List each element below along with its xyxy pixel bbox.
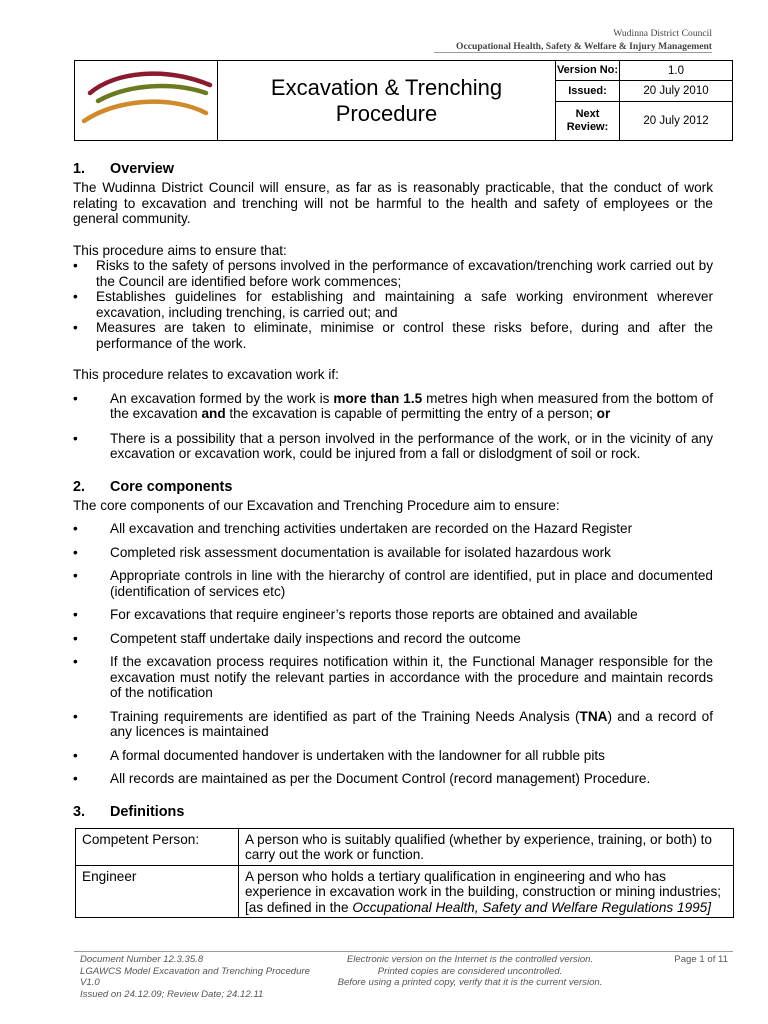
section-number: 2. (73, 478, 86, 495)
section-heading-core (73, 476, 713, 498)
bullet-icon: • (73, 630, 78, 646)
definition-text: A person who holds a tertiary qualification in engineering and who has experience in excavation work in the building, construction or mining industries; [as defined in the Occupational Health, Safety and Welfare Regulations 1995] (239, 865, 734, 918)
title-block (74, 60, 733, 141)
bullet-icon: • (73, 771, 78, 786)
document-title (218, 61, 556, 141)
version-label: Version No: (556, 61, 620, 81)
bullet-icon: • (73, 544, 78, 560)
section-heading-overview (73, 158, 713, 180)
aims-list (73, 258, 713, 351)
issued-value: 20 July 2010 (620, 81, 733, 101)
footer-rule (74, 951, 733, 952)
list-item: • All excavation and trenching activities undertaken are recorded on the Hazard Register (73, 521, 633, 536)
review-label: Next Review: (556, 101, 620, 140)
table-row (76, 865, 734, 918)
bullet-icon: • (73, 568, 78, 583)
bullet-icon: • (73, 289, 78, 304)
definitions-table (75, 828, 734, 919)
section-number: 3. (73, 803, 86, 820)
footer-control-notice (300, 954, 640, 989)
definition-term: Engineer (76, 865, 239, 918)
header-org: Wudinna District Council (613, 28, 712, 39)
list-item: • Training requirements are identified as part of the Training Needs Analysis (TNA) and a record of any licences is maintained (73, 708, 713, 739)
list-item: • Competent staff undertake daily inspections and record the outcome (73, 630, 521, 646)
bullet-icon: • (73, 521, 78, 536)
bullet-icon: • (73, 390, 78, 406)
section-number: 1. (73, 161, 86, 177)
version-value: 1.0 (620, 61, 733, 81)
footer-notice-line: Before using a printed copy, verify that it is the current version. (337, 977, 603, 988)
list-item: • There is a possibility that a person involved in the performance of the work, or in the vicinity of any excavation or excavation work, could be injured from a fall or dislodgment of soil or rock. (73, 430, 713, 461)
list-item: • An excavation formed by the work is more than 1.5 metres high when measured from the bottom of the excavation and the excavation is capable of permitting the entry of a person; or (73, 390, 713, 421)
section-title: Definitions (110, 803, 185, 820)
core-intro: The core components of our Excavation and Trenching Procedure aim to ensure: (73, 497, 560, 513)
list-item: • Completed risk assessment documentation is available for isolated hazardous work (73, 544, 611, 560)
council-swoosh-logo-icon (76, 63, 216, 135)
footer-doc-number: Document Number 12.3.35.8 (80, 954, 204, 965)
footer-notice-line: Printed copies are considered uncontrolled. (377, 965, 563, 977)
list-item: • Establishes guidelines for establishing and maintaining a safe working environment wherever excavation, including trenching, is carried out; and (73, 289, 713, 320)
issued-label: Issued: (556, 81, 620, 101)
relates-intro: This procedure relates to excavation work if: (73, 367, 339, 382)
title-line-1: Excavation & Trenching (270, 74, 503, 100)
list-item: • A formal documented handover is undertaken with the landowner for all rubble pits (73, 747, 605, 763)
header-rule (434, 52, 712, 53)
bullet-icon: • (73, 747, 78, 763)
bullet-icon: • (73, 654, 78, 669)
review-value: 20 July 2012 (620, 101, 733, 140)
definition-term: Competent Person: (76, 828, 239, 865)
list-item: • All records are maintained as per the Document Control (record management) Procedure. (73, 771, 651, 786)
section-title: Core components (110, 478, 233, 495)
definition-text: A person who is suitably qualified (whether by experience, training, or both) to carry out the work or function. (239, 828, 734, 865)
list-item: • Appropriate controls in line with the hierarchy of control are identified, put in place and documented (identification of services etc) (73, 568, 713, 599)
document-body (73, 158, 722, 918)
footer-page-number: Page 1 of 11 (674, 954, 728, 965)
bullet-icon: • (73, 258, 78, 273)
conditions-list (73, 391, 713, 462)
list-item: • If the excavation process requires notification within it, the Functional Manager responsible for the excavation must notify the relevant parties in accordance with the procedure and maintain records of the notification (73, 654, 713, 700)
section-title: Overview (110, 161, 174, 177)
list-item: • Measures are taken to eliminate, minimise or control these risks before, during and after the performance of the work. (73, 320, 713, 351)
aims-intro: This procedure aims to ensure that: (73, 242, 287, 258)
logo-cell (75, 61, 218, 141)
bullet-icon: • (73, 430, 78, 446)
bullet-icon: • (73, 320, 78, 335)
header-department: Occupational Health, Safety & Welfare & Injury Management (456, 41, 712, 52)
overview-intro: The Wudinna District Council will ensure, as far as is reasonably practicable, that the conduct of work relating to excavation and trenching will not be harmful to the health and safety of employees or the general community. (73, 180, 713, 226)
running-header (456, 27, 712, 53)
footer-document-info (80, 954, 310, 1000)
core-list (73, 521, 713, 787)
title-line-2: Procedure (335, 100, 438, 126)
footer-doc-title: LGAWCS Model Excavation and Trenching Procedure V1.0 (80, 965, 311, 988)
footer-doc-dates: Issued on 24.12.09; Review Date; 24.12.11 (80, 988, 264, 1000)
section-heading-definitions (73, 801, 713, 823)
footer-notice-line: Electronic version on the Internet is the controlled version. (346, 954, 594, 965)
bullet-icon: • (73, 607, 78, 622)
table-row (76, 828, 734, 865)
bullet-icon: • (73, 708, 78, 724)
list-item: • Risks to the safety of persons involved in the performance of excavation/trenching work carried out by the Council are identified before work commences; (73, 258, 713, 289)
list-item: • For excavations that require engineer’s reports those reports are obtained and available (73, 607, 638, 622)
